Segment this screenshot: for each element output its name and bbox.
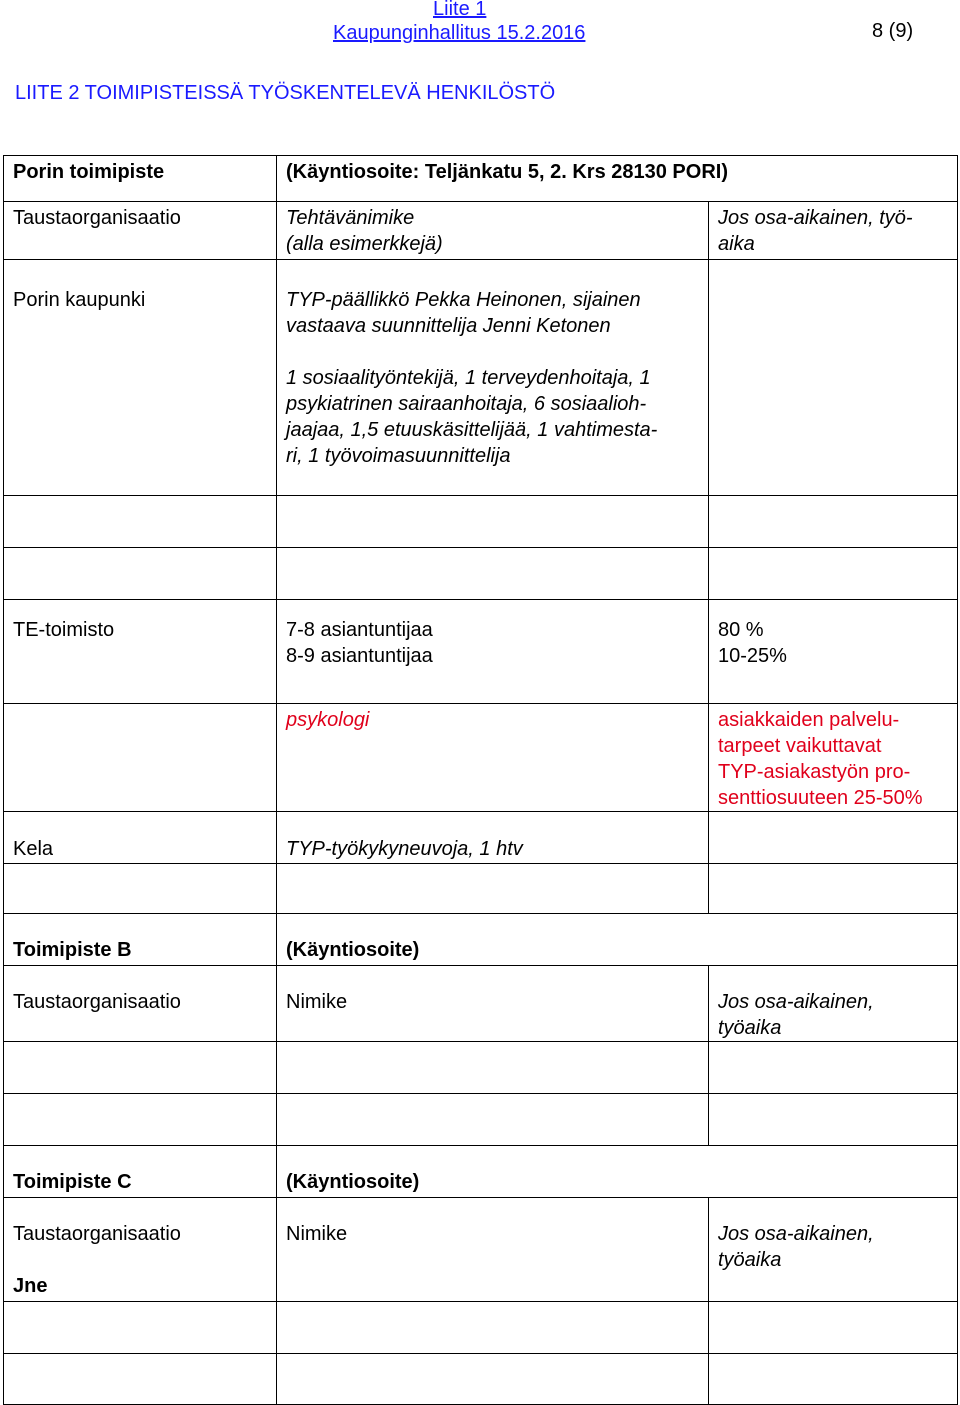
- table-row: [4, 1042, 958, 1094]
- cell-text: TYP-päällikkö Pekka Heinonen, sijainen: [286, 289, 641, 311]
- office-address: (Käyntiosoite: Teljänkatu 5, 2. Krs 28130 PORI): [277, 156, 958, 202]
- header-text: Tehtävänimike: [286, 207, 415, 229]
- parttime-cell: [709, 600, 958, 704]
- cell-text: TYP-asiakastyön pro-: [718, 761, 911, 783]
- office-name: Toimipiste C: [4, 1146, 277, 1198]
- empty-cell: [4, 548, 277, 600]
- column-header-parttime: [709, 966, 958, 1042]
- title-cell: [277, 260, 709, 496]
- table-row: [4, 812, 958, 864]
- header-text: Jos osa-aikainen,: [718, 991, 874, 1013]
- header-text: työaika: [718, 1249, 782, 1271]
- table-row: [4, 1354, 958, 1405]
- parttime-cell: [709, 704, 958, 812]
- empty-cell: [4, 1094, 277, 1146]
- empty-cell: [277, 1094, 709, 1146]
- table-row: [4, 496, 958, 548]
- header-text: Jos osa-aikainen,: [718, 1223, 874, 1245]
- empty-cell: [277, 496, 709, 548]
- cell-text: ri, 1 työvoimasuunnittelija: [286, 445, 511, 467]
- table-row: [4, 914, 958, 966]
- header-text: Jos osa-aikainen, työ-: [718, 207, 913, 229]
- empty-cell: [709, 1094, 958, 1146]
- column-header-parttime: [709, 1198, 958, 1302]
- table-row: [4, 600, 958, 704]
- cell-text: 1 sosiaalityöntekijä, 1 terveydenhoitaja, 1: [286, 367, 651, 389]
- cell-text: vastaava suunnittelija Jenni Ketonen: [286, 315, 611, 337]
- column-header-organisation: [4, 1198, 277, 1302]
- more-indicator: Jne: [13, 1275, 48, 1297]
- office-name: Porin toimipiste: [4, 156, 277, 202]
- empty-cell: [4, 1302, 277, 1354]
- office-name: Toimipiste B: [4, 914, 277, 966]
- table-row: [4, 966, 958, 1042]
- column-header-organisation: Taustaorganisaatio: [4, 202, 277, 260]
- column-header-title: Nimike: [277, 1198, 709, 1302]
- title-cell: [277, 600, 709, 704]
- cell-text: jaajaa, 1,5 etuuskäsittelijää, 1 vahtimesta-: [286, 419, 658, 441]
- header-text: aika: [718, 233, 755, 255]
- staff-table: [3, 155, 958, 1405]
- title-cell: TYP-työkykyneuvoja, 1 htv: [277, 812, 709, 864]
- organisation-cell: Kela: [4, 812, 277, 864]
- office-address: (Käyntiosoite): [277, 1146, 958, 1198]
- table-row: [4, 864, 958, 914]
- table-row: [4, 260, 958, 496]
- table-row: [4, 548, 958, 600]
- empty-cell: [4, 864, 277, 914]
- table-row: [4, 1146, 958, 1198]
- organisation-cell: TE-toimisto: [4, 600, 277, 704]
- empty-cell: [277, 1354, 709, 1405]
- cell-text: psykiatrinen sairaanhoitaja, 6 sosiaalioh-: [286, 393, 647, 415]
- empty-cell: [4, 1354, 277, 1405]
- empty-cell: [709, 1354, 958, 1405]
- empty-cell: [277, 548, 709, 600]
- empty-cell: [709, 548, 958, 600]
- header-text: työaika: [718, 1017, 782, 1039]
- column-header-organisation: Taustaorganisaatio: [4, 966, 277, 1042]
- table-row: [4, 1302, 958, 1354]
- empty-cell: [709, 1042, 958, 1094]
- table-row: [4, 704, 958, 812]
- column-header-title: [277, 202, 709, 260]
- header-text: Taustaorganisaatio: [13, 1223, 181, 1245]
- meeting-date: Kaupunginhallitus 15.2.2016: [333, 22, 586, 44]
- cell-text: 10-25%: [718, 645, 787, 667]
- cell-text: tarpeet vaikuttavat: [718, 735, 882, 757]
- table-row: [4, 202, 958, 260]
- empty-cell: [277, 864, 709, 914]
- office-address: (Käyntiosoite): [277, 914, 958, 966]
- empty-cell: [4, 496, 277, 548]
- attachment-label: Liite 1: [433, 0, 487, 20]
- empty-cell: [277, 1302, 709, 1354]
- cell-text: 80 %: [718, 619, 764, 641]
- parttime-cell: [709, 812, 958, 864]
- empty-cell: [709, 496, 958, 548]
- empty-cell: [709, 864, 958, 914]
- cell-text: asiakkaiden palvelu-: [718, 709, 900, 731]
- cell-text: 7-8 asiantuntijaa: [286, 619, 433, 641]
- cell-text: senttiosuuteen 25-50%: [718, 787, 923, 809]
- empty-cell: [277, 1042, 709, 1094]
- column-header-parttime: [709, 202, 958, 260]
- organisation-cell: Porin kaupunki: [4, 260, 277, 496]
- title-cell: psykologi: [277, 704, 709, 812]
- table-row: [4, 1094, 958, 1146]
- column-header-title: Nimike: [277, 966, 709, 1042]
- cell-text: 8-9 asiantuntijaa: [286, 645, 433, 667]
- table-row: [4, 1198, 958, 1302]
- parttime-cell: [709, 260, 958, 496]
- page-number: 8 (9): [872, 20, 914, 42]
- table-row: [4, 156, 958, 202]
- empty-cell: [4, 704, 277, 812]
- document-title: LIITE 2 TOIMIPISTEISSÄ TYÖSKENTELEVÄ HENKILÖSTÖ: [15, 82, 556, 104]
- header-text: (alla esimerkkejä): [286, 233, 443, 255]
- empty-cell: [709, 1302, 958, 1354]
- empty-cell: [4, 1042, 277, 1094]
